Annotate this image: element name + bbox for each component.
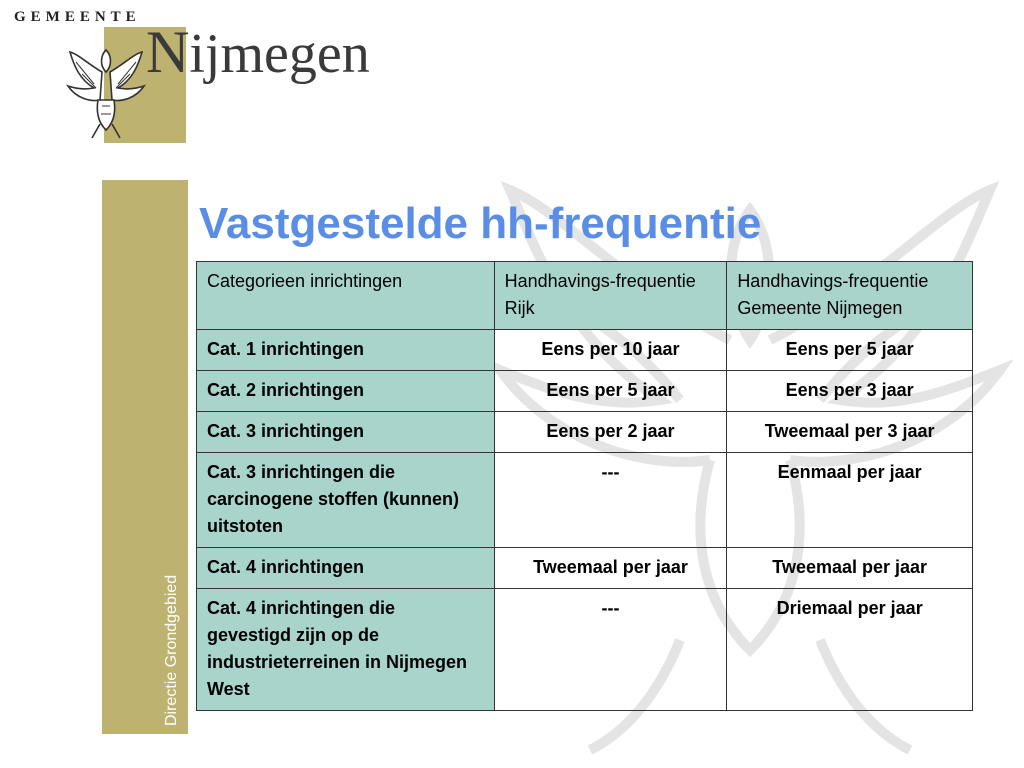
table-row xyxy=(197,412,973,453)
row-category: Cat. 3 inrichtingen xyxy=(197,412,495,453)
row-rijk: --- xyxy=(494,589,727,711)
row-gemeente: Eenmaal per jaar xyxy=(727,453,973,548)
table-header-row xyxy=(197,262,973,330)
table-row xyxy=(197,453,973,548)
row-rijk: Eens per 10 jaar xyxy=(494,330,727,371)
table-row xyxy=(197,371,973,412)
header-gemeente: Handhavings-frequentie Gemeente Nijmegen xyxy=(727,262,973,330)
eagle-crest-icon xyxy=(64,44,148,140)
row-gemeente: Eens per 5 jaar xyxy=(727,330,973,371)
row-category: Cat. 4 inrichtingen xyxy=(197,548,495,589)
row-gemeente: Tweemaal per jaar xyxy=(727,548,973,589)
row-rijk: Eens per 5 jaar xyxy=(494,371,727,412)
row-rijk: Eens per 2 jaar xyxy=(494,412,727,453)
row-rijk: Tweemaal per jaar xyxy=(494,548,727,589)
logo-name: Nijmegen xyxy=(146,19,370,85)
row-category: Cat. 2 inrichtingen xyxy=(197,371,495,412)
table-row xyxy=(197,548,973,589)
row-rijk: --- xyxy=(494,453,727,548)
frequency-table xyxy=(196,261,973,711)
page-title: Vastgestelde hh-frequentie xyxy=(199,199,762,248)
row-gemeente: Eens per 3 jaar xyxy=(727,371,973,412)
row-category: Cat. 3 inrichtingen die carcinogene stoffen (kunnen) uitstoten xyxy=(197,453,495,548)
header-rijk: Handhavings-frequentie Rijk xyxy=(494,262,727,330)
table-row xyxy=(197,589,973,711)
row-category: Cat. 1 inrichtingen xyxy=(197,330,495,371)
header-category: Categorieen inrichtingen xyxy=(197,262,495,330)
row-gemeente: Tweemaal per 3 jaar xyxy=(727,412,973,453)
sidebar-label: Directie Grondgebied xyxy=(163,574,180,726)
row-gemeente: Driemaal per jaar xyxy=(727,589,973,711)
table-row xyxy=(197,330,973,371)
row-category: Cat. 4 inrichtingen die gevestigd zijn op de industrieterreinen in Nijmegen West xyxy=(197,589,495,711)
logo-municipality-label: GEMEENTE xyxy=(14,9,141,25)
